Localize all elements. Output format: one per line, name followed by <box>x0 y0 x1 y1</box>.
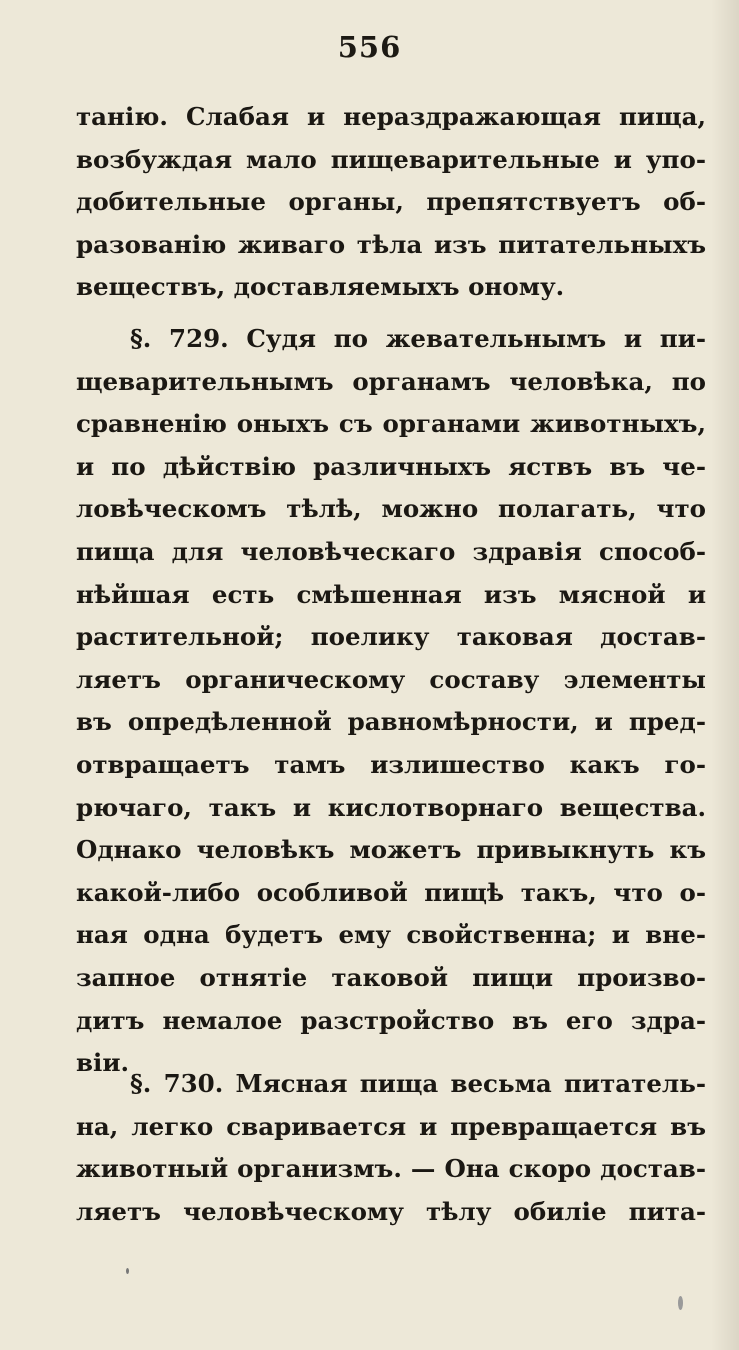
text-line: растительной; поелику таковая достав- <box>76 622 706 652</box>
paragraph-continuation <box>76 96 706 309</box>
text-line: въ опредѣленной равномѣрности, и пред- <box>76 707 706 737</box>
text-line: танію. Слабая и нераздражающая пища, <box>76 102 706 131</box>
text-line: на, легко сваривается и превращается въ <box>76 1111 706 1141</box>
text-line: §. 730. Мясная пища весьма питатель- <box>130 1069 706 1098</box>
text-line: ловѣческомъ тѣлѣ, можно полагать, что <box>76 494 706 524</box>
text-line: сравненію оныхъ съ органами животныхъ, <box>76 409 706 439</box>
paragraph-729 <box>76 318 706 1085</box>
text-line: возбуждая мало пищеварительные и упо- <box>76 144 706 174</box>
text-line: добительные органы, препятствуетъ об- <box>76 187 706 217</box>
text-line: животный организмъ. — Она скоро достав- <box>76 1154 706 1184</box>
text-line: §. 729. Судя по жевательнымъ и пи- <box>130 324 706 353</box>
text-line: веществъ, доставляемыхъ оному. <box>76 272 565 302</box>
text-line: пища для человѣческаго здравія способ- <box>76 536 706 566</box>
text-line: рючаго, такъ и кислотворнаго вещества. <box>76 792 706 822</box>
text-line: щеварительнымъ органамъ человѣка, по <box>76 366 706 396</box>
text-line: разованію живаго тѣла изъ питательныхъ <box>76 229 706 259</box>
text-line: ляетъ органическому составу элементы <box>76 664 706 694</box>
page-number: 556 <box>337 30 402 64</box>
text-line: нѣйшая есть смѣшенная изъ мясной и <box>76 579 706 609</box>
text-line: и по дѣйствію различныхъ яствъ въ че- <box>76 451 706 481</box>
text-line: віи. <box>76 1048 130 1078</box>
paper-speck <box>126 1268 129 1274</box>
paragraph-730 <box>76 1063 706 1233</box>
text-line: отвращаетъ тамъ излишество какъ го- <box>76 749 706 779</box>
page-edge-shadow <box>711 0 739 1350</box>
text-line: Однако человѣкъ можетъ привыкнуть къ <box>76 835 706 865</box>
text-line: дитъ немалое разстройство въ его здра- <box>76 1005 706 1035</box>
paper-speck <box>678 1296 683 1310</box>
text-line: ная одна будетъ ему свойственна; и вне- <box>76 920 706 950</box>
text-line: какой-либо особливой пищѣ такъ, что о- <box>76 877 706 907</box>
text-line: запное отнятіе таковой пищи произво- <box>76 962 706 992</box>
text-line: ляетъ человѣческому тѣлу обиліе пита- <box>76 1196 706 1226</box>
